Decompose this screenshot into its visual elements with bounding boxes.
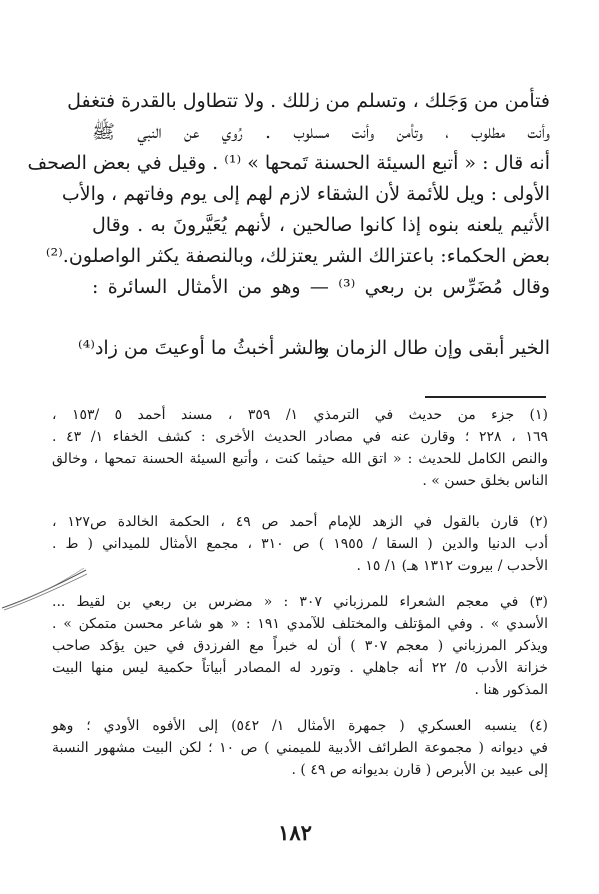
footnote-line: في ديوانه ( مجموعة الطرائف الأدبية للميمني ) ص ١٠ ؛ لكن البيت مشهور النسبة <box>52 740 548 756</box>
footnote-line: ويذكر المرزباني ( معجم ٣٠٧ ) أن له خبراً مع الفرزدق في حين يؤكد صاحب <box>52 638 549 654</box>
footnote-line: والنص الكامل للحديث : « اتق الله حيثما كنت ، وأتبع السيئة الحسنة تمحها ، وخالق <box>52 451 548 467</box>
footnote-2 <box>52 512 548 578</box>
pen-annotation-mark <box>0 560 90 630</box>
page-number: ١٨٢ <box>278 820 312 845</box>
verse-second-hemistich: والشر أخبثُ ما أوعيتَ من زاد⁽⁴⁾ <box>78 337 328 359</box>
footnote-line: إلى عبيد بن الأبرص ( قارن بديوانه ص ٤٩ ) . <box>291 762 548 778</box>
footnote-line: خزانة الأدب ٥/ ٢٢ أنه جاهلي . وتورد له المصادر أبياتاً حكمية ليس منها البيت <box>52 660 549 676</box>
main-text-line: فتأمن من وَجَلك ، وتسلم من زللك . ولا تتطاول بالقدرة فتغفل <box>67 90 550 112</box>
main-text-line: الأثيم يلعنه بنوه إذا كانوا صالحين ، لأنهم يُعَيَّرونَ به . وقال <box>92 214 550 236</box>
main-text-line: الأولى : ويل للأئمة لأن الشقاء لازم لهم إلى يوم وفاتهم ، والأب <box>61 183 550 205</box>
footnote-4 <box>52 716 548 782</box>
footnote-line: (٢) قارن بالقول في الزهد للإمام أحمد ص ٤٩ ، الحكمة الخالدة ص١٢٧ ، <box>52 514 548 530</box>
main-text-block <box>27 88 550 305</box>
footnote-line: (٤) ينسبه العسكري ( جمهرة الأمثال ١/ ٥٤٢) إلى الأفوه الأودي ؛ وهو <box>52 718 549 734</box>
main-text-line: أنه قال : « أتبع السيئة الحسنة تَمحها » ⁽¹⁾ . وقيل في بعض الصحف <box>27 152 550 174</box>
poetry-verse <box>78 333 550 367</box>
verse-first-hemistich: الخير أبقى وإن طال الزمان به <box>314 337 550 359</box>
footnote-line: الأسدي » . وفي المؤتلف والمختلف للآمدي ١٩١ : « هو شاعر محسن متمكن » . <box>52 616 548 632</box>
footnote-1 <box>52 405 548 493</box>
footnote-line: الأحدب / بيروت ١٣١٢ هـ) ١/ ١٥ . <box>356 558 548 574</box>
footnote-3 <box>52 592 548 702</box>
footnote-line: أدب الدنيا والدين ( السقا / ١٩٥٥ ) ص ٣١٠ ، مجمع الأمثال للميداني ( ط . <box>52 536 548 552</box>
footnote-line: ١٦٩ ، ٢٢٨ ؛ وقارن عنه في مصادر الحديث الأخرى : كشف الخفاء ١/ ٤٣ . <box>52 429 549 445</box>
main-text-line: وأنت مطلوب ، وتأمن وأنت مسلوب . رُوي عن النبي ﷺ <box>92 121 550 143</box>
footnote-separator <box>425 396 546 398</box>
footnote-line: (٣) في معجم الشعراء للمرزباني ٣٠٧ : « مضرس بن ربعي بن لقيط ... <box>52 594 548 610</box>
footnote-line: الناس بخلق حسن » . <box>422 473 548 489</box>
footnote-line: (١) جزء من حديث في الترمذي ١/ ٣٥٩ ، مسند أحمد ٥ /١٥٣ ، <box>52 407 549 423</box>
main-text-line: وقال مُضَرِّس بن ربعي ⁽³⁾ — وهو من الأمثال السائرة : <box>92 276 550 298</box>
footnote-line: المذكور هنا . <box>474 682 548 698</box>
main-text-line: بعض الحكماء: باعتزالك الشر يعتزلك، وبالنصفة يكثر الواصلون.⁽²⁾ <box>45 245 550 267</box>
